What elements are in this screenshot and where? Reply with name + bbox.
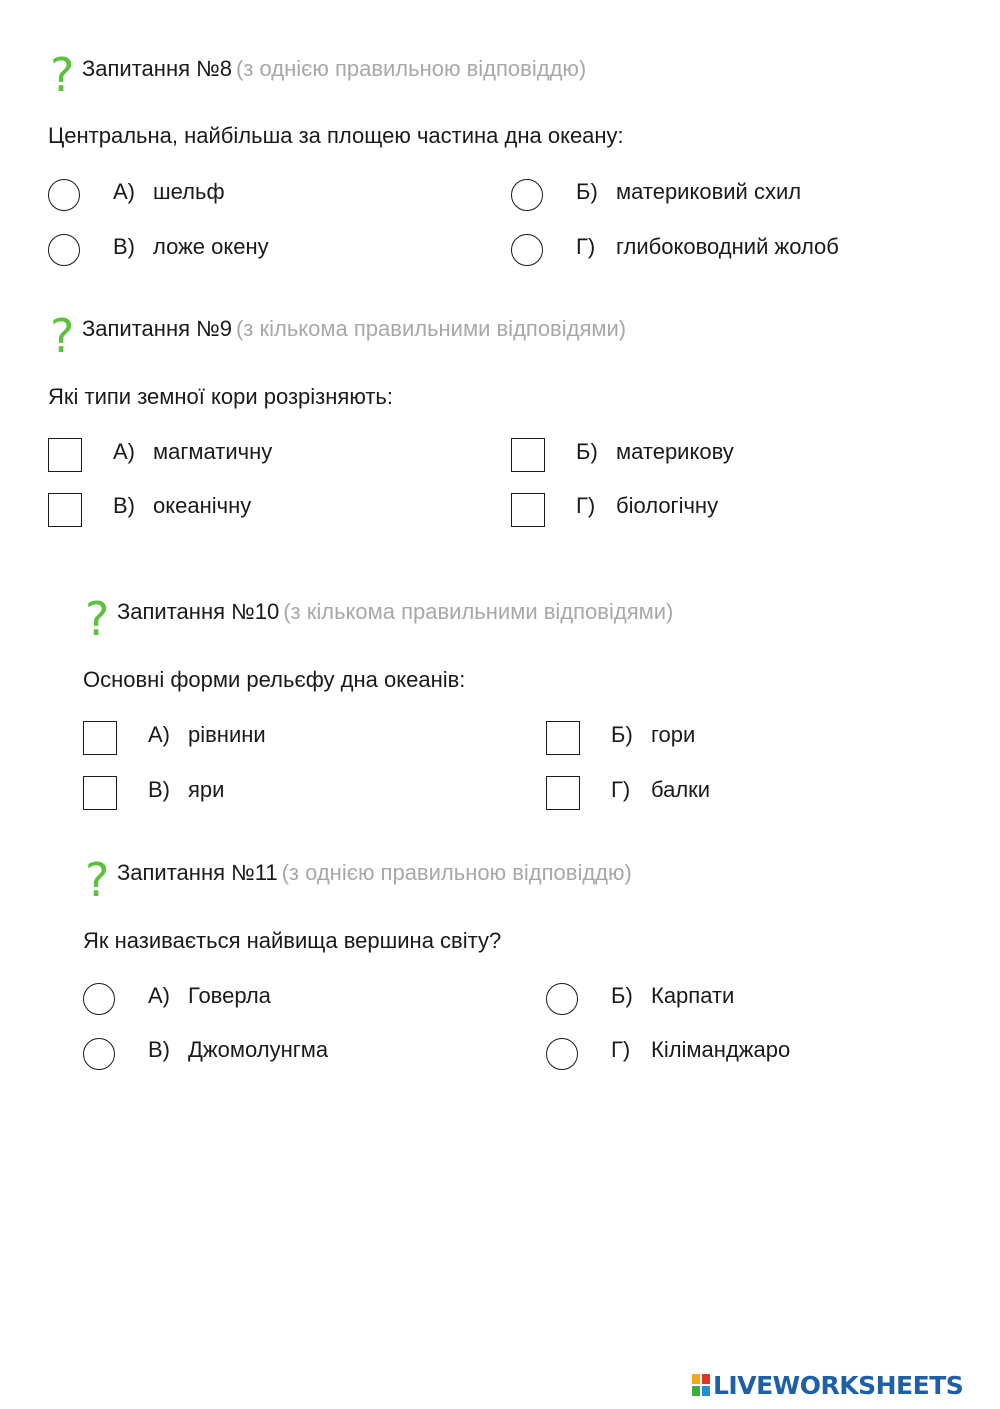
checkbox-option-d[interactable] [511, 493, 545, 527]
option-letter: А) [113, 179, 135, 204]
option-d [576, 493, 718, 519]
option-a [113, 179, 225, 205]
question-number: Запитання №11 [117, 860, 278, 885]
question-title [117, 860, 632, 886]
radio-option-a[interactable] [83, 983, 115, 1015]
option-label: материкову [616, 439, 734, 464]
option-label: шельф [153, 179, 225, 204]
option-b [611, 983, 734, 1009]
question-title [82, 316, 626, 342]
option-label: магматичну [153, 439, 273, 464]
option-letter: В) [113, 234, 135, 259]
checkbox-option-d[interactable] [546, 776, 580, 810]
option-letter: Б) [576, 439, 598, 464]
option-label: балки [651, 777, 711, 802]
question-number: Запитання №9 [82, 316, 232, 341]
radio-option-a[interactable] [48, 179, 80, 211]
liveworksheets-logo-icon [692, 1374, 710, 1396]
option-a [113, 439, 272, 465]
option-a [148, 983, 271, 1009]
radio-option-c[interactable] [48, 234, 80, 266]
option-letter: Г) [576, 493, 596, 518]
option-label: глибоководний жолоб [616, 234, 839, 259]
question-type: (з однією правильною відповіддю) [281, 860, 632, 885]
option-letter: Г) [611, 777, 631, 802]
option-label: рівнини [188, 722, 266, 747]
option-label: ложе окену [153, 234, 269, 259]
option-b [576, 439, 734, 465]
option-letter: А) [148, 983, 170, 1008]
question-number: Запитання №10 [117, 599, 280, 624]
option-b [576, 179, 801, 205]
radio-option-d[interactable] [546, 1038, 578, 1070]
checkbox-option-b[interactable] [511, 438, 545, 472]
option-label: океанічну [153, 493, 252, 518]
option-d [611, 777, 710, 803]
question-mark-icon: ? [50, 309, 75, 363]
option-c [148, 1037, 328, 1063]
question-type: (з однією правильною відповіддю) [235, 56, 587, 81]
option-letter: А) [148, 722, 170, 747]
option-letter: В) [148, 777, 170, 802]
question-text: Основні форми рельєфу дна океанів: [83, 667, 466, 692]
option-letter: В) [148, 1037, 170, 1062]
option-label: Кіліманджаро [651, 1037, 791, 1062]
radio-option-b[interactable] [511, 179, 543, 211]
option-label: яри [188, 777, 225, 802]
option-letter: Г) [576, 234, 596, 259]
question-title [117, 599, 673, 625]
option-c [113, 493, 251, 519]
option-label: Карпати [651, 983, 735, 1008]
radio-option-b[interactable] [546, 983, 578, 1015]
option-letter: Б) [576, 179, 598, 204]
question-mark-icon: ? [50, 48, 75, 102]
option-letter: А) [113, 439, 135, 464]
option-b [611, 722, 695, 748]
question-text: Які типи земної кори розрізняють: [48, 384, 393, 409]
option-label: Джомолунгма [188, 1037, 329, 1062]
option-letter: Г) [611, 1037, 631, 1062]
liveworksheets-logo [692, 1372, 963, 1398]
option-label: гори [651, 722, 696, 747]
checkbox-option-b[interactable] [546, 721, 580, 755]
question-type: (з кількома правильними відповідями) [283, 599, 674, 624]
option-a [148, 722, 266, 748]
option-c [148, 777, 224, 803]
option-letter: Б) [611, 722, 633, 747]
option-letter: Б) [611, 983, 633, 1008]
liveworksheets-logo-text: LIVEWORKSHEETS [713, 1370, 964, 1400]
question-type: (з кількома правильними відповідями) [235, 316, 627, 341]
question-mark-icon: ? [85, 853, 110, 907]
checkbox-option-a[interactable] [48, 438, 82, 472]
option-label: Говерла [188, 983, 271, 1008]
option-label: біологічну [616, 493, 719, 518]
question-text: Центральна, найбільша за площею частина дна океану: [48, 123, 624, 148]
option-label: материковий схил [616, 179, 802, 204]
option-d [611, 1037, 790, 1063]
option-d [576, 234, 839, 260]
question-title [82, 56, 586, 82]
question-text: Як називається найвища вершина світу? [83, 928, 502, 953]
checkbox-option-c[interactable] [48, 493, 82, 527]
checkbox-option-c[interactable] [83, 776, 117, 810]
option-c [113, 234, 269, 260]
option-letter: В) [113, 493, 135, 518]
question-mark-icon: ? [85, 592, 110, 646]
radio-option-c[interactable] [83, 1038, 115, 1070]
checkbox-option-a[interactable] [83, 721, 117, 755]
radio-option-d[interactable] [511, 234, 543, 266]
question-number: Запитання №8 [82, 56, 232, 81]
